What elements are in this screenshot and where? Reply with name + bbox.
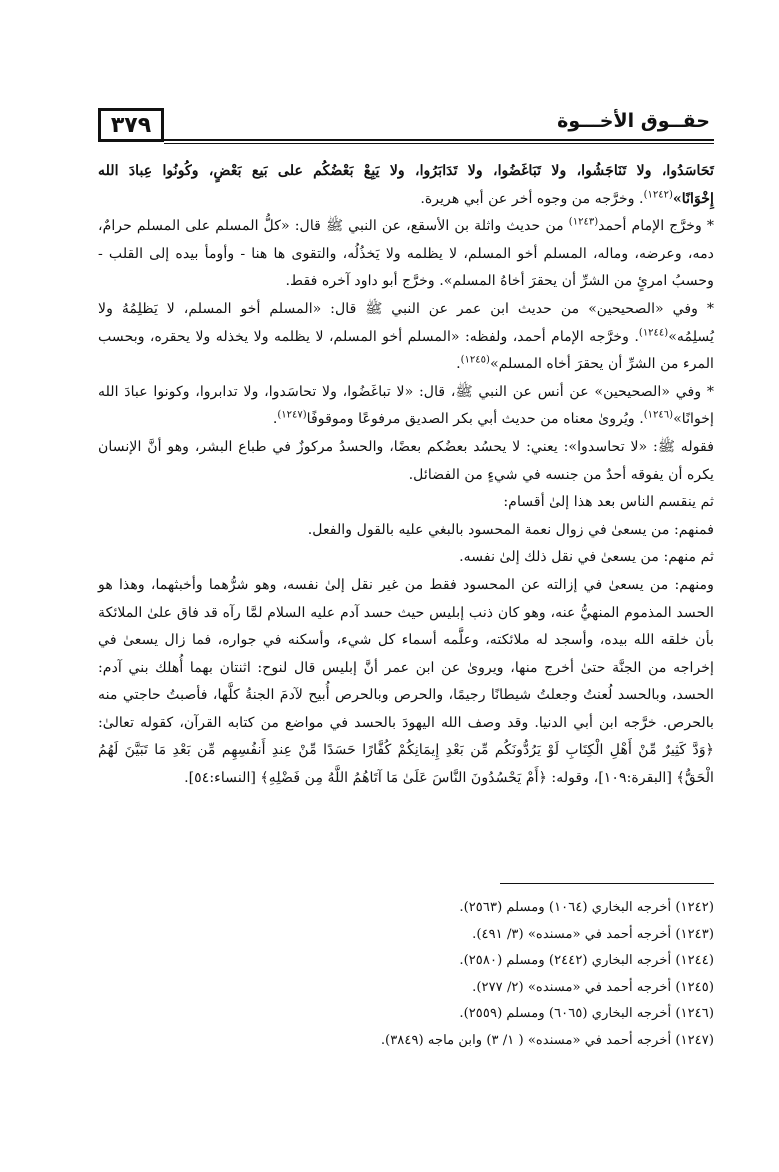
paragraph-7: فمنهم: من يسعىٰ في زوال نعمة المحسود بالبغي عليه بالقول والفعل. <box>307 521 714 538</box>
paragraph-text: . <box>272 411 278 428</box>
paragraph-text: * وخرَّج الإمام أحمد <box>598 218 714 235</box>
paragraph-9: ومنهم: من يسعىٰ في إزالته عن المحسود فقط من غير نقل إلىٰ نفسه، وهو شرُّهما وأخبثهما، وهذا هو الحسد المذموم المنهيُّ عنه، وهو كان ذنب إبليس حيث حسد آدم عليه السلام لمَّا رآه قد فاق علىٰ الملائكة بأن خلقه الله بيده، وأسجد له ملائكته، وعلَّمه أسماء كل شيء، وأسكنه في جواره، فما زال يسعىٰ في إخراجه من الجنَّة حتىٰ أخرج منها، ويروىٰ عن ابن عمر أنَّ إبليس قال لنوح: اثنتان بهما أُهلك بني آدم: الحسد، وبالحسد لُعنتُ وجعلتُ شيطانًا رجيمًا، والحرص وبالحرص أُبيح لآدمَ الجنةُ كلَّها، فأصبتُ حاجتي منه بالحرص. خرَّجه ابن أبي الدنيا. وقد وصف الله اليهودَ بالحسد في مواضع من كتابه القرآن، كقوله تعالىٰ: ﴿وَدَّ كَثِيرٌ مِّنْ أَهْلِ الْكِتَابِ لَوْ يَرُدُّونَكُم مِّن بَعْدِ إِيمَانِكُمْ كُفَّارًا حَسَدًا مِّنْ عِندِ أَنفُسِهِم مِّن بَعْدِ مَا تَبَيَّنَ لَهُمُ الْحَقُّ﴾ [البقرة:١٠٩]، وقوله: ﴿أَمْ يَحْسُدُونَ النَّاسَ عَلَىٰ مَا آتَاهُمُ اللَّهُ مِن فَضْلِهِ﴾ [النساء:٥٤]. <box>98 576 714 787</box>
header-rule <box>164 139 714 141</box>
footnote-ref: (١٢٤٣) <box>568 216 599 228</box>
paragraph-8: ثم منهم: من يسعىٰ في نقل ذلك إلىٰ نفسه. <box>459 549 714 566</box>
paragraph-4 <box>98 379 714 434</box>
paragraph-1 <box>98 158 714 213</box>
footnote-ref: (١٢٤٦) <box>643 409 674 421</box>
paragraph-text: * وفي «الصحيحين» من حديث ابن عمر عن النبي ﷺ قال: «المسلم أخو المسلم، لا يَظلِمُهُ ولا يُسلِمُه» <box>98 300 714 345</box>
paragraph-text: * وفي «الصحيحين» عن أنس عن النبي ﷺ، قال: «لا تباغَضُوا، ولا تحاسَدوا، ولا تدابروا، وكونوا عبادَ الله إخوانًا» <box>98 383 714 428</box>
paragraph-text: . <box>456 356 461 373</box>
footnote-ref: (١٢٤٧) <box>277 409 307 421</box>
paragraph-6: ثم ينقسم الناس بعد هذا إلىٰ أقسام: <box>503 494 714 511</box>
paragraph-text: . وخرَّجه الإمام أحمد، ولفظه: «المسلم أخو المسلم، لا يظلمه ولا يخذله ولا يحقره، وبحسب المرء من الشرِّ أن يحقرَ أخاه المسلم» <box>98 328 714 373</box>
footnote-item: (١٢٤٤) أخرجه البخاري (٢٤٤٢) ومسلم (٢٥٨٠). <box>459 953 714 968</box>
footnote-item: (١٢٤٧) أخرجه أحمد في «مسنده» ( ١/ ٣) وابن ماجه (٣٨٤٩). <box>380 1032 714 1048</box>
paragraph-3 <box>98 296 714 379</box>
running-title: حقــوق الأخـــوة <box>557 110 710 132</box>
paragraph-text: من حديث واثلة بن الأسقع، عن النبي ﷺ قال: «كلُّ المسلم على المسلم حرامٌ، دمه، وعرضه، وماله، المسلم أخو المسلم، لا يظلمه ولا يَخذُلُه، والتقوى ها هنا - وأومأ بيده إلى القلب - وحسبُ امرئٍ من الشرِّ أن يحقرَ أخاهُ المسلم». وخرَّج أبو داود آخره فقط. <box>98 218 714 290</box>
paragraph-text: . وخرَّجه من وجوه أخر عن أبي هريرة. <box>420 190 644 207</box>
footnote-item: (١٢٤٥) أخرجه أحمد في «مسنده» (٢/ ٢٧٧). <box>472 979 714 995</box>
page-header <box>98 108 714 146</box>
paragraph-text: . ويُروىٰ معناه من حديث أبي بكر الصديق مرفوعًا وموقوفًا <box>306 411 644 428</box>
footnote-item: (١٢٤٦) أخرجه البخاري (٦٠٦٥) ومسلم (٢٥٥٩). <box>459 1006 714 1021</box>
header-rule-thin <box>164 143 714 144</box>
footnote-item: (١٢٤٢) أخرجه البخاري (١٠٦٤) ومسلم (٢٥٦٣). <box>459 900 714 915</box>
footnotes <box>98 895 714 1054</box>
hadith-text: تَحَاسَدُوا، ولا تَنَاجَشُوا، ولا تَبَاغَضُوا، ولا تَدَابَرُوا، ولا يَبِعْ بَعْضُكُم على بَيع بَعْضٍ، وكُونُوا عِبادَ الله إِخْوَانًا» <box>98 163 714 207</box>
page-number: ٣٧٩ <box>98 108 164 142</box>
footnote-ref: (١٢٤٤) <box>638 326 669 338</box>
paragraph-2 <box>98 213 714 296</box>
main-text <box>98 158 714 793</box>
footnote-item: (١٢٤٣) أخرجه أحمد في «مسنده» (٣/ ٤٩١). <box>472 926 714 942</box>
paragraph-5: فقوله ﷺ: «لا تحاسدوا»: يعني: لا يحسُد بعضُكم بعضًا، والحسدُ مركوزٌ في طباع البشر، وهو أنَّ الإنسان يكره أن يفوقه أحدٌ من جنسه في شيءٍ من الفضائل. <box>98 438 714 483</box>
footnote-ref: (١٢٤٢) <box>643 188 673 200</box>
footnote-separator <box>500 883 714 884</box>
footnote-ref: (١٢٤٥) <box>460 354 490 366</box>
